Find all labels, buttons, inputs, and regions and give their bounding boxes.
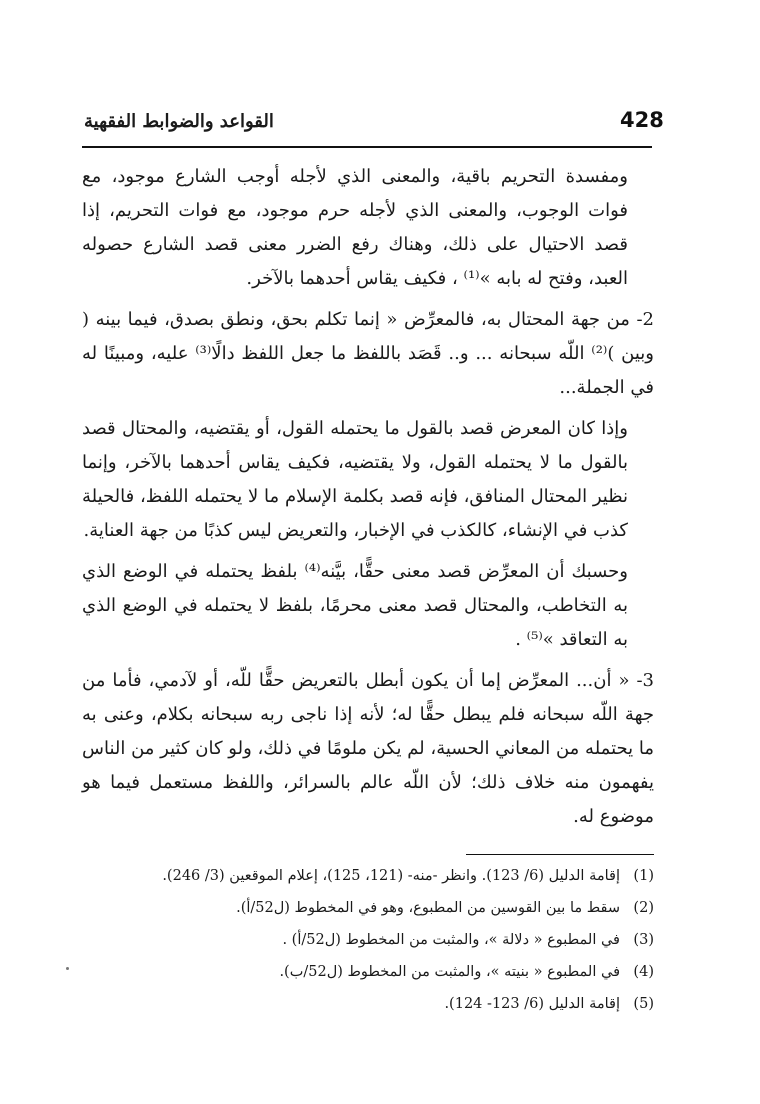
- footnote-text: إقامة الدليل (6/ 123- 124).: [444, 996, 620, 1012]
- footnote-item: [82, 860, 654, 892]
- footnote-rule: [466, 854, 654, 855]
- paragraph-summary: وحسبك أن المعرِّض قصد معنى حقًّا، بيَّنه⁽⁴⁾ بلفظ يحتمله في الوضع الذي به التخاطب، والمحتال قصد معنى محرمًا، بلفظ لا يحتمله في الوضع الذي به التعاقد »⁽⁵⁾ .: [82, 561, 628, 650]
- running-title: القواعد والضوابط الفقهية: [84, 111, 274, 132]
- footnote-text: سقط ما بين القوسين من المطبوع، وهو في المخطوط (ل52/أ).: [236, 900, 620, 916]
- footnote-item: [82, 956, 654, 988]
- paragraph-continuation: ومفسدة التحريم باقية، والمعنى الذي لأجله أوجب الشارع موجود، مع فوات الوجوب، والمعنى الذي لأجله حرم موجود، مع فوات التحريم، إذا قصد الاحتيال على ذلك، وهناك رفع الضرر معنى قصد الشارع حصوله العبد، وفتح له بابه »⁽¹⁾ ، فكيف يقاس أحدهما بالآخر.: [82, 166, 628, 289]
- paragraph-point-3: 3- « أن... المعرِّض إما أن يكون أبطل بالتعريض حقًّا للّه، أو لآدمي، فأما من جهة اللّه سبحانه فلم يبطل حقًّا له؛ لأنه إذا ناجى ربه سبحانه بكلام، وعنى به ما يحتمله من المعاني الحسية، لم يكن ملومًا في ذلك، ولو كان كثير من الناس يفهمون منه خلاف ذلك؛ لأن اللّه عالم بالسرائر، واللفظ مستعمل فيما هو موضوع له.: [82, 670, 654, 827]
- footnote-number: (2): [633, 900, 654, 916]
- footnote-item: [82, 988, 654, 1020]
- scan-speck: [66, 967, 69, 970]
- footnote-number: (4): [633, 964, 654, 980]
- footnote-text: إقامة الدليل (6/ 123). وانظر -منه- (121، 125)، إعلام الموقعين (3/ 246).: [162, 868, 620, 884]
- footnote-text: في المطبوع « دلالة »، والمثبت من المخطوط (ل52/أ) .: [282, 932, 620, 948]
- footnote-number: (5): [633, 996, 654, 1012]
- footnote-item: [82, 924, 654, 956]
- footnote-number: (3): [633, 932, 654, 948]
- text-body: [82, 160, 654, 841]
- footnotes-list: [82, 860, 654, 1020]
- page-number: 428: [620, 108, 664, 132]
- header-rule: [82, 146, 652, 148]
- footnote-number: (1): [633, 868, 654, 884]
- paragraph-point-2: 2- من جهة المحتال به، فالمعرِّض « إنما تكلم بحق، ونطق بصدق، فيما بينه ( وبين )⁽²⁾ اللّه سبحانه ... و.. قَصَد باللفظ ما جعل اللفظ دالًا⁽³⁾ عليه، ومبينًا له في الجملة...: [82, 309, 654, 398]
- footnote-item: [82, 892, 654, 924]
- footnote-text: في المطبوع « بنيته »، والمثبت من المخطوط (ل52/ب).: [279, 964, 620, 980]
- paragraph-comparison: وإذا كان المعرض قصد بالقول ما يحتمله القول، أو يقتضيه، والمحتال قصد بالقول ما لا يحتمله القول، ولا يقتضيه، فكيف يقاس أحدهما بالآخر، وإنما نظير المحتال المنافق، فإنه قصد بكلمة الإسلام ما لا يحتمله اللفظ، فالحيلة كذب في الإنشاء، كالكذب في الإخبار، والتعريض ليس كذبًا من جهة العناية.: [82, 418, 628, 541]
